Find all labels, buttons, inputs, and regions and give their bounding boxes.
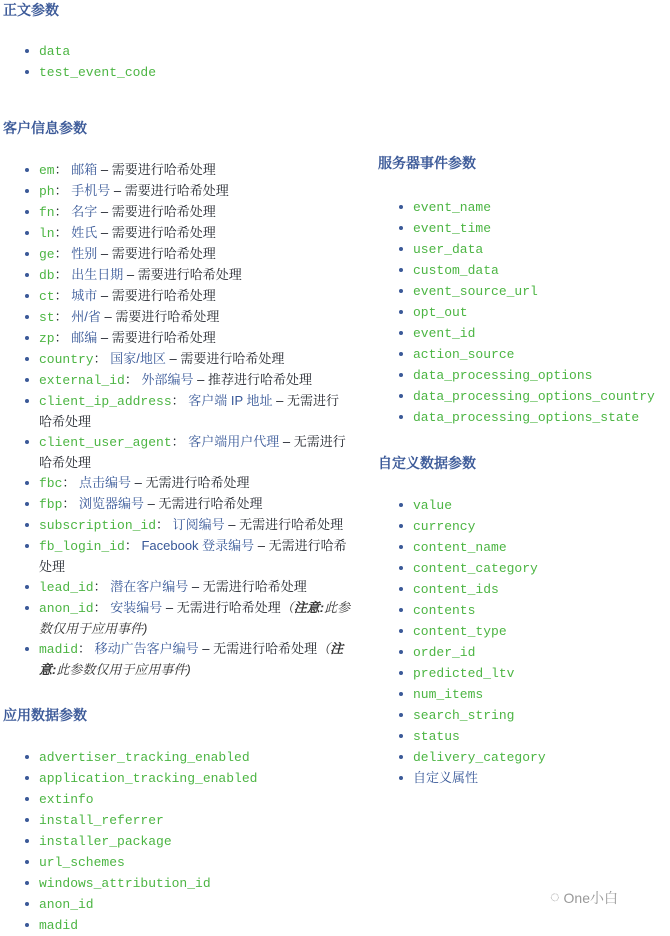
- list-item: ct： 城市 – 需要进行哈希处理: [25, 286, 351, 307]
- param-link[interactable]: 手机号: [71, 183, 111, 198]
- param-desc: 需要进行哈希处理: [111, 162, 216, 177]
- list-item: [399, 726, 546, 747]
- param-desc: 需要进行哈希处理: [111, 330, 216, 345]
- param-code: client_user_agent: [39, 435, 172, 450]
- list-item: [399, 621, 546, 642]
- param-code: opt_out: [413, 305, 468, 320]
- list-item: [399, 768, 546, 788]
- list-item: ph： 手机号 – 需要进行哈希处理: [25, 181, 351, 202]
- param-code: order_id: [413, 645, 476, 660]
- param-code: client_ip_address: [39, 394, 172, 409]
- list-item: [399, 281, 655, 302]
- list-item: madid： 移动广告客户编号 – 无需进行哈希处理（注意:此参数仅用于应用事件): [25, 639, 351, 680]
- param-code: data_processing_options_state: [413, 410, 640, 425]
- param-code: content_name: [413, 540, 507, 555]
- list-item: [25, 873, 257, 894]
- param-code: event_source_url: [413, 284, 538, 299]
- param-code: st: [39, 310, 55, 325]
- param-desc: 无需进行哈希处理: [158, 496, 263, 511]
- param-code: fbp: [39, 497, 63, 512]
- list-item: zp： 邮编 – 需要进行哈希处理: [25, 328, 351, 349]
- param-link[interactable]: 国家/地区: [110, 351, 166, 366]
- list-item: fn： 名字 – 需要进行哈希处理: [25, 202, 351, 223]
- param-code: em: [39, 163, 55, 178]
- body-params-section: [3, 0, 156, 83]
- param-desc: 无需进行哈希处理: [39, 393, 340, 429]
- param-desc: 需要进行哈希处理: [137, 267, 242, 282]
- custom-params-section: [378, 453, 546, 788]
- note-label: 注意:: [293, 600, 325, 615]
- param-link[interactable]: 潜在客户编号: [110, 579, 189, 594]
- param-code: predicted_ltv: [413, 666, 515, 681]
- param-code: currency: [413, 519, 476, 534]
- param-code: country: [39, 352, 94, 367]
- note-label: 注意:: [39, 641, 344, 677]
- param-code: ln: [39, 226, 55, 241]
- param-link[interactable]: 客户端 IP 地址: [188, 393, 273, 408]
- list-item: [399, 579, 546, 600]
- param-link[interactable]: 出生日期: [71, 267, 124, 282]
- list-item: fbc： 点击编号 – 无需进行哈希处理: [25, 473, 351, 494]
- param-code: delivery_category: [413, 750, 546, 765]
- list-item: [399, 302, 655, 323]
- param-code: application_tracking_enabled: [39, 771, 258, 786]
- section-heading: 服务器事件参数: [378, 155, 476, 171]
- list-item: [399, 260, 655, 281]
- param-link[interactable]: Facebook 登录编号: [141, 538, 255, 553]
- customer-params-section: [3, 118, 351, 680]
- param-code: data: [39, 44, 71, 59]
- list-item: [399, 495, 546, 516]
- param-code: db: [39, 268, 55, 283]
- list-item: external_id： 外部编号 – 推荐进行哈希处理: [25, 370, 351, 391]
- param-link[interactable]: 名字: [71, 204, 98, 219]
- list-item: [399, 684, 546, 705]
- param-code: data_processing_options: [413, 368, 593, 383]
- list-item: [25, 789, 257, 810]
- param-link[interactable]: 姓氏: [71, 225, 98, 240]
- param-code: subscription_id: [39, 518, 157, 533]
- list-item: [25, 894, 257, 915]
- section-heading: 自定义数据参数: [378, 455, 476, 471]
- param-code: ge: [39, 247, 55, 262]
- param-desc: 无需进行哈希处理: [202, 579, 307, 594]
- list-item: [25, 852, 257, 873]
- param-code: extinfo: [39, 792, 94, 807]
- section-heading: 正文参数: [3, 2, 59, 18]
- param-desc: 无需进行哈希处理: [39, 538, 347, 574]
- param-code: event_time: [413, 221, 492, 236]
- list-item: anon_id： 安装编号 – 无需进行哈希处理（注意:此参数仅用于应用事件): [25, 598, 351, 639]
- param-desc: 需要进行哈希处理: [111, 288, 216, 303]
- param-code: value: [413, 498, 453, 513]
- list-item: client_ip_address： 客户端 IP 地址 – 无需进行哈希处理: [25, 391, 351, 432]
- param-desc: 无需进行哈希处理: [239, 517, 344, 532]
- param-desc: 需要进行哈希处理: [115, 309, 220, 324]
- app-params-list: [25, 747, 257, 936]
- param-desc: 无需进行哈希处理: [213, 641, 318, 656]
- list-item: subscription_id： 订阅编号 – 无需进行哈希处理: [25, 515, 351, 536]
- param-desc: 无需进行哈希处理: [145, 475, 250, 490]
- list-item: country： 国家/地区 – 需要进行哈希处理: [25, 349, 351, 370]
- section-heading: 应用数据参数: [3, 707, 87, 723]
- list-item: [399, 558, 546, 579]
- list-item: [399, 344, 655, 365]
- param-link[interactable]: 邮编: [71, 330, 98, 345]
- param-code: madid: [39, 918, 79, 933]
- param-code: search_string: [413, 708, 515, 723]
- param-code: install_referrer: [39, 813, 164, 828]
- list-item: [399, 642, 546, 663]
- param-code: status: [413, 729, 460, 744]
- list-item: [25, 747, 257, 768]
- param-link[interactable]: 安装编号: [110, 600, 163, 615]
- wechat-icon: ◌: [550, 889, 560, 906]
- server-params-section: [378, 153, 655, 428]
- param-code: anon_id: [39, 897, 94, 912]
- param-code: content_type: [413, 624, 507, 639]
- list-item: [399, 323, 655, 344]
- list-item: ln： 姓氏 – 需要进行哈希处理: [25, 223, 351, 244]
- list-item: em： 邮箱 – 需要进行哈希处理: [25, 160, 351, 181]
- param-code: contents: [413, 603, 476, 618]
- param-note: （注意:此参数仅用于应用事件): [39, 600, 351, 636]
- param-code: event_id: [413, 326, 476, 341]
- list-item: [399, 218, 655, 239]
- param-link[interactable]: 订阅编号: [172, 517, 225, 532]
- param-code: fb_login_id: [39, 539, 125, 554]
- param-code: num_items: [413, 687, 484, 702]
- param-link[interactable]: 外部编号: [141, 372, 194, 387]
- list-item: fb_login_id： Facebook 登录编号 – 无需进行哈希处理: [25, 536, 351, 577]
- list-item: [399, 239, 655, 260]
- custom-params-list: [399, 495, 546, 788]
- param-link[interactable]: 浏览器编号: [79, 496, 145, 511]
- list-item: [25, 768, 257, 789]
- param-code: fn: [39, 205, 55, 220]
- server-params-list: [399, 197, 655, 428]
- param-code: test_event_code: [39, 65, 157, 80]
- list-item: [25, 62, 156, 83]
- param-code: data_processing_options_country: [413, 389, 655, 404]
- param-code: fbc: [39, 476, 63, 491]
- param-code: event_name: [413, 200, 492, 215]
- list-item: [399, 663, 546, 684]
- list-item: fbp： 浏览器编号 – 无需进行哈希处理: [25, 494, 351, 515]
- param-desc: 需要进行哈希处理: [111, 225, 216, 240]
- param-code: ct: [39, 289, 55, 304]
- app-params-section: [3, 705, 257, 936]
- customer-params-list: [25, 160, 351, 680]
- custom-properties-link[interactable]: 自定义属性: [413, 770, 479, 785]
- param-desc: 推荐进行哈希处理: [207, 372, 312, 387]
- param-code: zp: [39, 331, 55, 346]
- note-text: 此参数仅用于应用事件: [39, 600, 351, 636]
- param-code: action_source: [413, 347, 515, 362]
- section-heading: 客户信息参数: [3, 120, 87, 136]
- list-item: [399, 537, 546, 558]
- param-code: anon_id: [39, 601, 94, 616]
- note-text: 此参数仅用于应用事件: [56, 662, 187, 677]
- param-link[interactable]: 点击编号: [79, 475, 132, 490]
- param-code: advertiser_tracking_enabled: [39, 750, 250, 765]
- list-item: st： 州/省 – 需要进行哈希处理: [25, 307, 351, 328]
- param-code: custom_data: [413, 263, 499, 278]
- param-code: content_ids: [413, 582, 499, 597]
- param-link[interactable]: 移动广告客户编号: [94, 641, 199, 656]
- param-code: external_id: [39, 373, 125, 388]
- param-desc: 需要进行哈希处理: [180, 351, 285, 366]
- param-desc: 无需进行哈希处理: [39, 434, 346, 470]
- param-code: content_category: [413, 561, 538, 576]
- param-link[interactable]: 性别: [71, 246, 98, 261]
- list-item: client_user_agent： 客户端用户代理 – 无需进行哈希处理: [25, 432, 351, 473]
- list-item: ge： 性别 – 需要进行哈希处理: [25, 244, 351, 265]
- list-item: [399, 600, 546, 621]
- list-item: [399, 365, 655, 386]
- list-item: [399, 516, 546, 537]
- list-item: [399, 407, 655, 428]
- param-code: url_schemes: [39, 855, 125, 870]
- param-code: lead_id: [39, 580, 94, 595]
- list-item: [399, 197, 655, 218]
- list-item: [25, 810, 257, 831]
- body-params-list: [25, 41, 156, 83]
- param-code: installer_package: [39, 834, 172, 849]
- param-desc: 需要进行哈希处理: [124, 183, 229, 198]
- list-item: lead_id： 潜在客户编号 – 无需进行哈希处理: [25, 577, 351, 598]
- list-item: [399, 747, 546, 768]
- list-item: [25, 41, 156, 62]
- list-item: db： 出生日期 – 需要进行哈希处理: [25, 265, 351, 286]
- param-link[interactable]: 邮箱: [71, 162, 98, 177]
- list-item: [25, 915, 257, 936]
- watermark: ◌ One小白: [550, 889, 618, 906]
- list-item: [25, 831, 257, 852]
- param-link[interactable]: 客户端用户代理: [188, 434, 280, 449]
- list-item: [399, 705, 546, 726]
- param-code: windows_attribution_id: [39, 876, 211, 891]
- param-link[interactable]: 城市: [71, 288, 98, 303]
- param-desc: 需要进行哈希处理: [111, 204, 216, 219]
- param-desc: 需要进行哈希处理: [111, 246, 216, 261]
- param-desc: 无需进行哈希处理: [176, 600, 281, 615]
- param-note: （注意:此参数仅用于应用事件): [39, 641, 344, 677]
- list-item: [399, 386, 655, 407]
- param-code: user_data: [413, 242, 484, 257]
- param-code: ph: [39, 184, 55, 199]
- param-code: madid: [39, 642, 79, 657]
- param-link[interactable]: 州/省: [71, 309, 101, 324]
